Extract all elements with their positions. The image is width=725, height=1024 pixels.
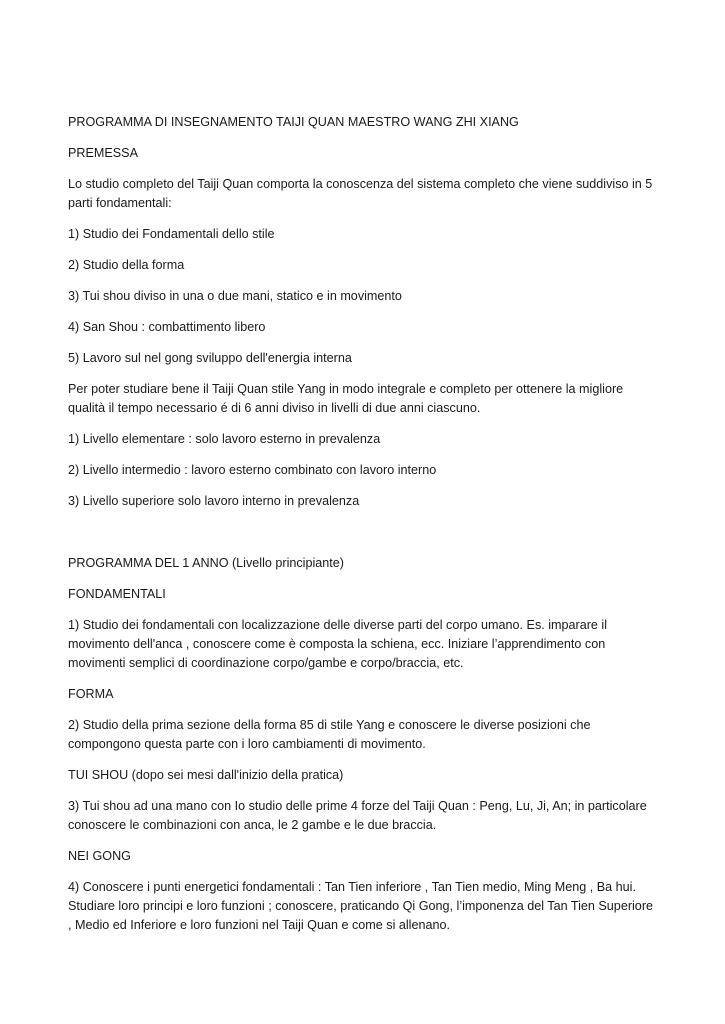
section-text: 3) Tui shou ad una mano con Io studio delle prime 4 forze del Taiji Quan : Peng, Lu, Ji, An; in particolare conoscere le combinazioni con anca, le 2 gambe e le due braccia.	[68, 799, 647, 832]
section-heading: NEI GONG	[68, 849, 131, 863]
section-heading: FONDAMENTALI	[68, 587, 166, 601]
paragraph-spacer	[68, 523, 658, 554]
section-text: 2) Studio della prima sezione della forma 85 di stile Yang e conoscere le diverse posizioni che compongono questa parte con i loro cambiamenti di movimento.	[68, 718, 591, 751]
part-item: 2) Studio della forma	[68, 258, 185, 272]
section-heading: FORMA	[68, 687, 114, 701]
year1-heading: PROGRAMMA DEL 1 ANNO (Livello principiante)	[68, 556, 344, 570]
levels-intro-paragraph: Per poter studiare bene il Taiji Quan stile Yang in modo integrale e completo per ottenere la migliore qualità il tempo necessario é di 6 anni diviso in livelli di due anni ciascuno.	[68, 382, 624, 415]
section-text: 1) Studio dei fondamentali con localizzazione delle diverse parti del corpo umano. Es. imparare il movimento dell'anca , conoscere come è composta la schiena, ecc. Iniziare l’apprendimento con movimenti semplici di coordinazione corpo/gambe e corpo/braccia, etc.	[68, 618, 608, 670]
section-text: 4) Conoscere i punti energetici fondamentali : Tan Tien inferiore , Tan Tien medio, Ming Meng , Ba hui. Studiare loro principi e loro funzioni ; conoscere, praticando Qi Gong, l’imponenza del Tan Tien Superiore , Medio ed Inferiore e loro funzioni nel Taiji Quan e come si allenano.	[68, 880, 654, 932]
part-item: 3) Tui shou diviso in una o due mani, statico e in movimento	[68, 289, 402, 303]
level-item: 3) Livello superiore solo lavoro interno in prevalenza	[68, 494, 360, 508]
intro-paragraph: Lo studio completo del Taiji Quan comporta la conoscenza del sistema completo che viene suddiviso in 5 parti fondamentali:	[68, 177, 653, 210]
premessa-heading: PREMESSA	[68, 146, 138, 160]
document-body	[68, 113, 658, 947]
part-item: 5) Lavoro sul nel gong sviluppo dell'energia interna	[68, 351, 352, 365]
part-item: 1) Studio dei Fondamentali dello stile	[68, 227, 275, 241]
document-title: PROGRAMMA DI INSEGNAMENTO TAIJI QUAN MAESTRO WANG ZHI XIANG	[68, 115, 519, 129]
part-item: 4) San Shou : combattimento libero	[68, 320, 266, 334]
level-item: 1) Livello elementare : solo lavoro esterno in prevalenza	[68, 432, 381, 446]
level-item: 2) Livello intermedio : lavoro esterno combinato con lavoro interno	[68, 463, 437, 477]
section-heading: TUI SHOU (dopo sei mesi dall'inizio della pratica)	[68, 768, 344, 782]
